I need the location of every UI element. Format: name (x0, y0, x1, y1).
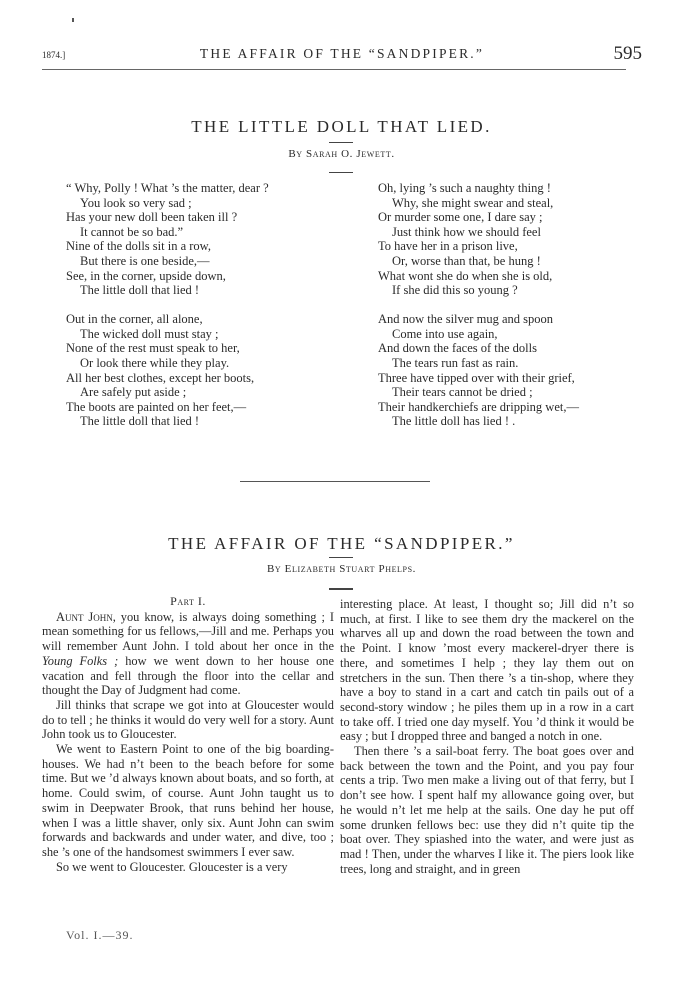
stray-print-mark (72, 18, 74, 22)
poem-line: It cannot be so bad.” (80, 224, 184, 239)
poem-title: THE LITTLE DOLL THAT LIED. (191, 117, 492, 136)
stanza-gap (378, 298, 648, 313)
poem-line: And now the silver mug and spoon (378, 312, 553, 327)
paragraph-text: how we went down to her house one vacation and fell through the floor into the cellar and thought the Day of Judgment had come. (42, 653, 334, 698)
story-paragraph (42, 698, 334, 742)
poem-line: The little doll that lied ! (80, 414, 200, 429)
poem-line: You look so very sad ; (80, 195, 192, 210)
running-head-title: THE AFFAIR OF THE “SANDPIPER.” (199, 46, 485, 61)
running-head-year: 1874.] (42, 50, 66, 60)
paragraph-text: Jill thinks that scrape we got into at Gloucester would do to tell ; he thinks it would do very well for a story. Aunt John took us to Gloucester. (42, 697, 334, 742)
story-title: THE AFFAIR OF THE “SANDPIPER.” (168, 534, 515, 553)
paragraph-text: you know, is always doing something ; I mean something for us fellows,—Jill and me. Perhaps you will remember Aunt John. I told about her once in the (42, 609, 334, 654)
poem-line: Has your new doll been taken ill ? (66, 210, 238, 225)
story-byline-rule (329, 588, 353, 590)
poem-line: The little doll that lied ! (80, 283, 200, 298)
header-rule (42, 69, 626, 70)
story-paragraph: interesting place. At least, I thought so; Jill did n’t so much, at first. I like to see them dry the mackerel on the wharves all up and down the road between the town and the Point. I know ’most every mackerel-dryer there is there, and sometimes I help ; they lay them out on stretchers in the sun. Then there ’s a tin-shop, where they have a boy to stand in a cart and catch tin pails out of a second-story window ; he piles them up in a row in a cart to take off. I tried one day myself. You ’d think it would be easy ; but I dropped three and banged a notch in one. (340, 597, 634, 744)
poem-line: What wont she do when she is old, (378, 268, 553, 283)
poem-byline: By Sarah O. Jewett. (288, 148, 395, 160)
story-right-column (340, 597, 634, 876)
poem-line: And down the faces of the dolls (378, 341, 537, 356)
poem-line: Or murder some one, I dare say ; (378, 210, 543, 225)
poem-title-rule (329, 142, 353, 143)
page-number: 595 (613, 43, 642, 64)
paragraph-text: So we went to Gloucester. Gloucester is a very (56, 859, 288, 874)
poem-line: The wicked doll must stay ; (80, 326, 219, 341)
poem-line: Their tears cannot be dried ; (392, 385, 533, 400)
story-paragraph (42, 860, 334, 875)
story-paragraph (42, 742, 334, 860)
poem-line: Or look there while they play. (80, 356, 230, 371)
italic-title: Young Folks ; (42, 653, 119, 668)
poem-line: But there is one beside,— (80, 253, 210, 268)
poem-line: If she did this so young ? (392, 283, 518, 298)
running-head (42, 44, 642, 66)
poem-line: Oh, lying ’s such a naughty thing ! (378, 181, 551, 195)
poem-line: Three have tipped over with their grief, (378, 370, 575, 385)
paragraph-text: We went to Eastern Point to one of the big boarding-houses. We had n’t been to the beach before for some time. But we ’d always known about boats, and so forth, at home. Could swim, of course. Aunt John taught us to swim in Deepwater Brook, that runs behind her house, when I was a little shaver, only six. Aunt John can swim forwards and backwards and under water, and dive, too ; she ’s one of the handsomest swimmers I ever saw. (42, 742, 334, 859)
poem-line: Just think how we should feel (392, 224, 541, 239)
poem-line: See, in the corner, upside down, (66, 268, 226, 283)
poem-line: Come into use again, (392, 326, 498, 341)
poem-line: “ Why, Polly ! What ’s the matter, dear ? (66, 181, 269, 195)
section-divider (240, 481, 430, 482)
paragraph-lead: Aunt John, (56, 609, 116, 624)
story-byline: By Elizabeth Stuart Phelps. (266, 563, 416, 575)
poem-line: The boots are painted on her feet,— (66, 399, 247, 414)
poem-line: Or, worse than that, be hung ! (392, 253, 541, 268)
poem-line: The little doll has lied ! . (392, 414, 516, 429)
poem-left-column (66, 181, 336, 429)
stanza-gap (66, 298, 336, 313)
poem-line: Their handkerchiefs are dripping wet,— (378, 399, 579, 414)
poem-line: All her best clothes, except her boots, (66, 370, 255, 385)
poem-line: Why, she might swear and steal, (392, 195, 554, 210)
poem-line: The tears run fast as rain. (392, 356, 519, 371)
story-left-column (42, 594, 334, 874)
poem-line: None of the rest must speak to her, (66, 341, 240, 356)
story-paragraph (42, 610, 334, 698)
poem-line: To have her in a prison live, (378, 239, 518, 254)
poem-line: Nine of the dolls sit in a row, (66, 239, 212, 254)
poem-right-column (378, 181, 648, 429)
signature-mark: Vol. I.—39. (66, 928, 134, 942)
poem-byline-rule (329, 172, 353, 173)
poem-line: Out in the corner, all alone, (66, 312, 203, 327)
poem-line: Are safely put aside ; (80, 385, 187, 400)
story-title-rule (329, 557, 353, 558)
story-paragraph: Then there ’s a sail-boat ferry. The boat goes over and back between the town and the Point, and you pay four cents a trip. Two men make a living out of that ferry, but I don’t see how. I spent half my allowance going over, but he would n’t let me help at the sails. One day he put off some drunken fellows bec: use they did n’t quite tip the boat over. They spiashed into the water, and were just as mad ! Then, under the wharves I like it. The piers look like trees, long and straight, and in green (340, 744, 634, 876)
part-heading: Part I. (170, 594, 206, 608)
